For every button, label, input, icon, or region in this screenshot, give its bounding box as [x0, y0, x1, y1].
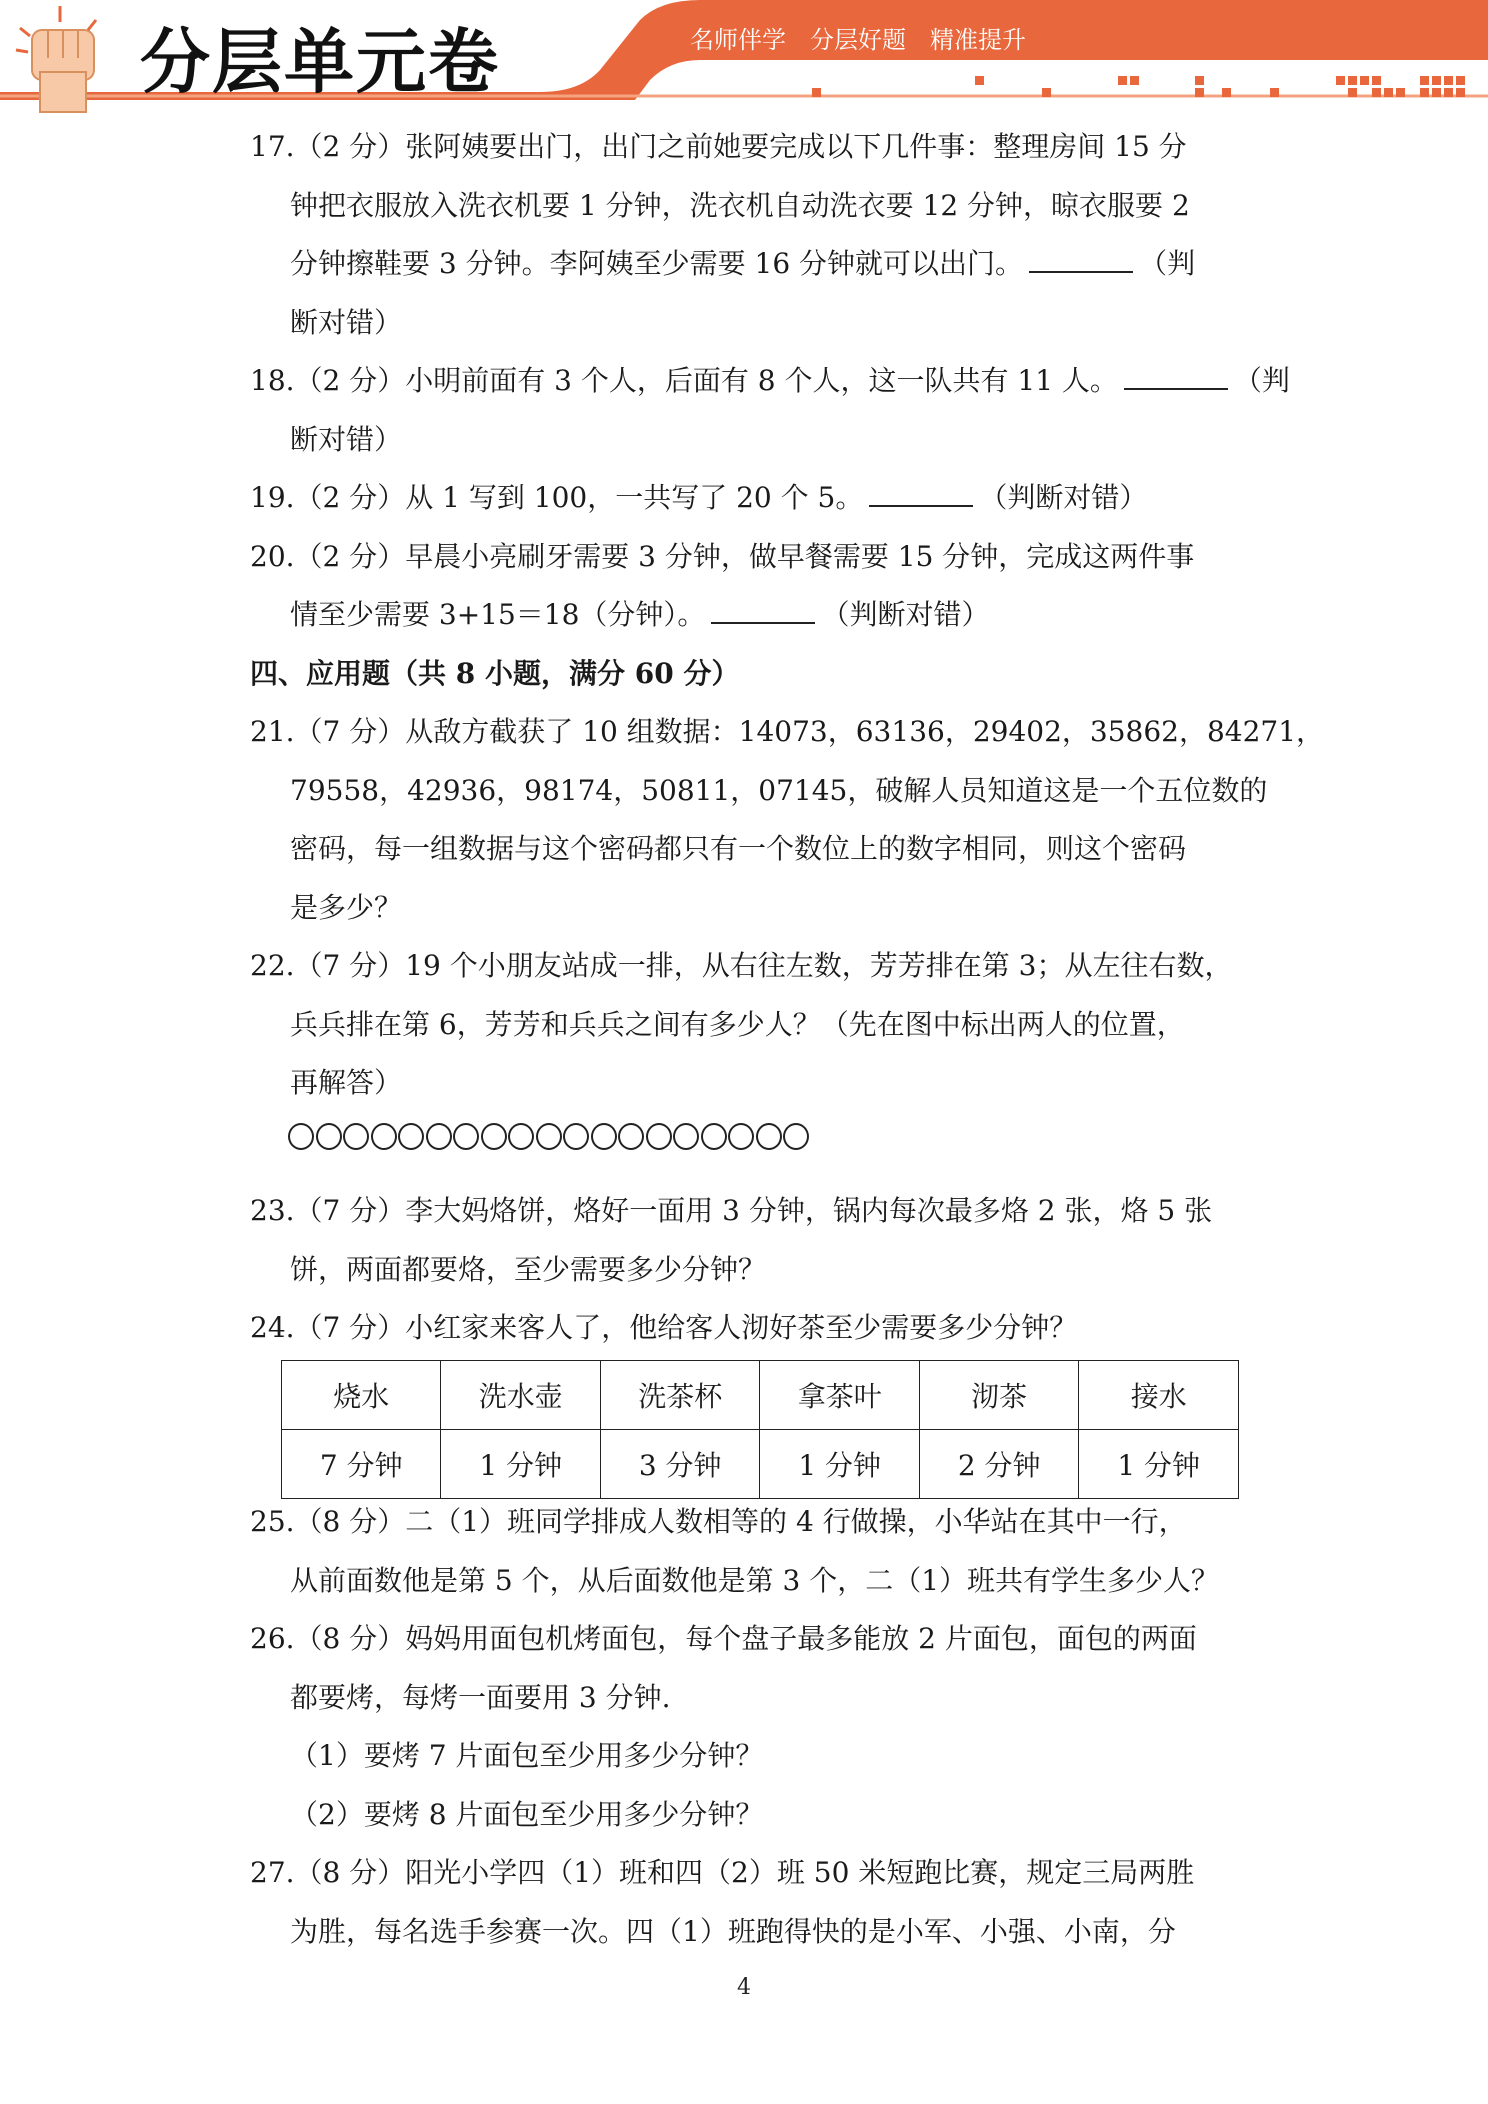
text-line [250, 996, 1240, 1055]
tea-time-table [281, 1360, 1239, 1499]
answer-blank[interactable] [711, 596, 815, 624]
line-text: 21.（7 分）从敌方截获了 10 组数据：14073，63136，29402，35862，84271， [250, 715, 1325, 748]
page-header [0, 0, 1488, 120]
line-text: 27.（8 分）阳光小学四（1）班和四（2）班 50 米短跑比赛，规定三局两胜 [250, 1856, 1195, 1889]
text-line [250, 1054, 1240, 1113]
text-line [250, 1182, 1240, 1241]
line-text: 都要烤，每烤一面要用 3 分钟. [290, 1680, 671, 1714]
line-text: 为胜，每名选手参赛一次。四（1）班跑得快的是小军、小强、小南，分 [290, 1914, 1176, 1948]
line-text: 26.（8 分）妈妈用面包机烤面包，每个盘子最多能放 2 片面包，面包的两面 [250, 1622, 1197, 1655]
line-text: 20.（2 分）早晨小亮刷牙需要 3 分钟，做早餐需要 15 分钟，完成这两件事 [250, 539, 1195, 573]
answer-blank[interactable] [1124, 362, 1228, 390]
line-text: 24.（7 分）小红家来客人了，他给客人沏好茶至少需要多少分钟？ [250, 1311, 1078, 1344]
text-line [250, 352, 1290, 411]
text-line [250, 1610, 1240, 1669]
text-line [250, 1669, 1240, 1728]
line-text: 分钟擦鞋要 3 分钟。李阿姨至少需要 16 分钟就可以出门。 [290, 247, 1024, 280]
line-tail-text: （判 [1139, 247, 1196, 280]
child-circle [398, 1123, 424, 1150]
line-text: 18.（2 分）小明前面有 3 个人，后面有 8 个人，这一队共有 11 人。 [250, 364, 1118, 397]
line-text: 断对错） [290, 305, 403, 339]
table-header-cell: 接水 [1079, 1361, 1239, 1430]
text-line [250, 294, 1240, 353]
text-line [250, 1727, 1240, 1786]
child-circle [728, 1123, 754, 1150]
table-value-cell: 1 分钟 [760, 1430, 919, 1499]
text-line [250, 528, 1240, 587]
line-text: 断对错） [290, 422, 403, 456]
child-circle [426, 1123, 452, 1150]
child-circle [646, 1123, 672, 1150]
table-header-cell: 洗水壶 [441, 1361, 600, 1430]
child-circle [701, 1123, 727, 1150]
child-circle [591, 1123, 617, 1150]
question-text-block-c [250, 1493, 1240, 1961]
line-text: 情至少需要 3+15＝18（分钟）。 [290, 598, 706, 631]
text-line [250, 1299, 1240, 1358]
line-text: 四、应用题（共 8 小题，满分 60 分） [250, 656, 740, 690]
line-text: 再解答） [290, 1066, 403, 1099]
line-text: 兵兵排在第 6，芳芳和兵兵之间有多少人？（先在图中标出两人的位置， [290, 1007, 1185, 1041]
child-circle [783, 1123, 809, 1150]
child-circle [343, 1123, 369, 1150]
table-header-row [282, 1361, 1239, 1430]
decorative-squares [812, 76, 1465, 97]
text-line [250, 586, 1240, 645]
line-text: （2）要烤 8 片面包至少用多少分钟？ [290, 1797, 764, 1831]
text-line [250, 1241, 1240, 1300]
page-number: 4 [737, 1975, 751, 2000]
table-value-cell: 1 分钟 [441, 1430, 600, 1499]
line-tail-text: （判 [1233, 364, 1290, 397]
question-text-block-a [250, 118, 1325, 1113]
child-circle [288, 1123, 314, 1150]
child-circle [316, 1123, 342, 1150]
child-circle [481, 1123, 507, 1150]
child-circle [563, 1123, 589, 1150]
text-line [250, 118, 1240, 177]
text-line [250, 937, 1240, 996]
line-text: 79558，42936，98174，50811，07145，破解人员知道这是一个五位数的 [290, 773, 1268, 807]
text-line [250, 1493, 1240, 1552]
text-line [250, 762, 1268, 821]
brand-title: 分层单元卷 [140, 21, 500, 103]
text-line [250, 1844, 1240, 1903]
table-value-cell: 3 分钟 [600, 1430, 759, 1499]
answer-blank[interactable] [869, 479, 973, 507]
child-circle [756, 1123, 782, 1150]
text-line [250, 469, 1240, 528]
line-tail-text: （判断对错） [821, 598, 990, 631]
text-line [250, 879, 1240, 938]
line-text: 是多少？ [290, 890, 403, 924]
table-value-cell: 2 分钟 [919, 1430, 1078, 1499]
line-text: 19.（2 分）从 1 写到 100，一共写了 20 个 5。 [250, 481, 864, 514]
text-line [250, 820, 1240, 879]
table-header-cell: 沏茶 [919, 1361, 1078, 1430]
line-text: 从前面数他是第 5 个，从后面数他是第 3 个，二（1）班共有学生多少人？ [290, 1563, 1220, 1597]
text-line [250, 177, 1240, 236]
text-line [250, 411, 1240, 470]
text-line [250, 1903, 1240, 1962]
line-text: 23.（7 分）李大妈烙饼，烙好一面用 3 分钟，锅内每次最多烙 2 张，烙 5 张 [250, 1194, 1213, 1227]
child-circle [508, 1123, 534, 1150]
table-value-cell: 7 分钟 [282, 1430, 441, 1499]
children-circle-row [288, 1123, 811, 1154]
header-slogan: 名师伴学 分层好题 精准提升 [690, 26, 1026, 54]
text-line [250, 235, 1240, 294]
table-value-row [282, 1430, 1239, 1499]
line-text: 饼，两面都要烙，至少需要多少分钟？ [290, 1252, 767, 1286]
table-header-cell: 拿茶叶 [760, 1361, 919, 1430]
child-circle [673, 1123, 699, 1150]
line-text: 密码，每一组数据与这个密码都只有一个数位上的数字相同，则这个密码 [290, 832, 1187, 865]
line-text: 17.（2 分）张阿姨要出门，出门之前她要完成以下几件事：整理房间 15 分 [250, 130, 1187, 163]
section-heading [250, 645, 1240, 704]
text-line [250, 703, 1325, 762]
child-circle [536, 1123, 562, 1150]
table-header-cell: 烧水 [282, 1361, 441, 1430]
line-tail-text: （判断对错） [979, 481, 1148, 514]
child-circle [371, 1123, 397, 1150]
text-line [250, 1786, 1240, 1845]
table-header-cell: 洗茶杯 [600, 1361, 759, 1430]
answer-blank[interactable] [1029, 245, 1133, 273]
question-text-block-b [250, 1182, 1240, 1358]
child-circle [618, 1123, 644, 1150]
line-text: 25.（8 分）二（1）班同学排成人数相等的 4 行做操，小华站在其中一行， [250, 1505, 1187, 1538]
child-circle [453, 1123, 479, 1150]
text-line [250, 1552, 1240, 1611]
line-text: 22.（7 分）19 个小朋友站成一排，从右往左数，芳芳排在第 3；从左往右数， [250, 949, 1233, 982]
line-text: 钟把衣服放入洗衣机要 1 分钟，洗衣机自动洗衣要 12 分钟，晾衣服要 2 [290, 188, 1190, 222]
line-text: （1）要烤 7 片面包至少用多少分钟？ [290, 1739, 764, 1772]
table-value-cell: 1 分钟 [1079, 1430, 1239, 1499]
